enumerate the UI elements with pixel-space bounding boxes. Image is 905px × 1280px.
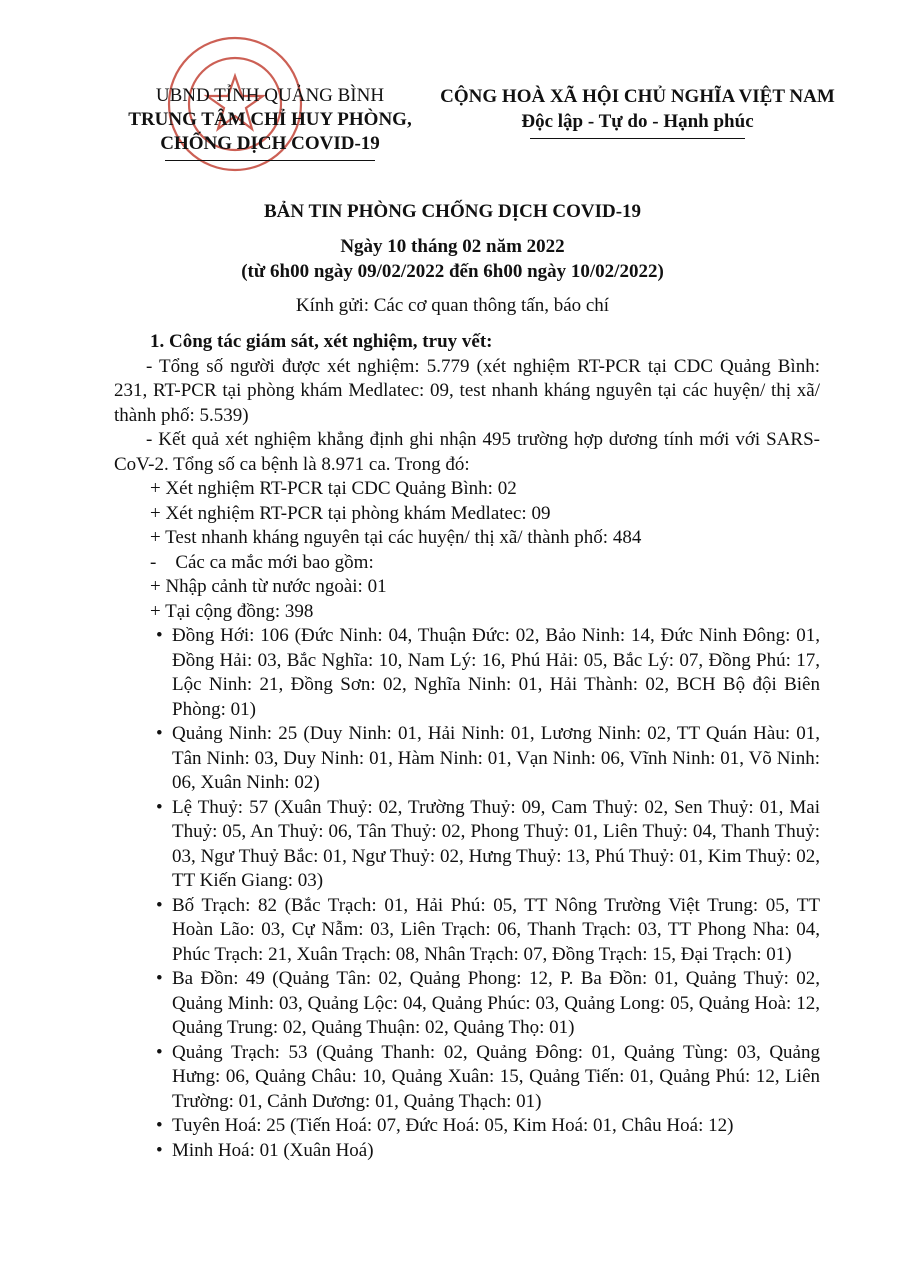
sub-line: + Xét nghiệm RT-PCR tại CDC Quảng Bình: 02 <box>150 478 517 499</box>
motto: Độc lập - Tự do - Hạnh phúc <box>521 111 754 132</box>
testing-summary: - Tổng số người được xét nghiệm: 5.779 (xét nghiệm RT-PCR tại CDC Quảng Bình: 231, RT-PCR tại phòng khám Medlatec: 09, test nhanh kháng nguyên tại các huyện/ thị xã/ thành phố: 5.539) <box>114 355 820 426</box>
sub-line: + Nhập cảnh từ nước ngoài: 01 <box>150 576 387 597</box>
bullet-icon: • <box>156 796 163 818</box>
district-bullet <box>114 722 820 796</box>
national-motto <box>410 84 865 139</box>
bullet-icon: • <box>156 723 163 744</box>
district-text: Quảng Trạch: 53 (Quảng Thanh: 02, Quảng Đông: 01, Quảng Tùng: 03, Quảng Hưng: 06, Quảng Châu: 10, Quảng Xuân: 15, Quảng Tiến: 01, Quảng Phú: 12, Liên Trường: 01, Cảnh Dương: 01, Quảng Thạch: 01) <box>172 1041 820 1112</box>
district-text: Đồng Hới: 106 (Đức Ninh: 04, Thuận Đức: 02, Bảo Ninh: 14, Đức Ninh Đông: 01, Đồng Hải: 03, Bắc Nghĩa: 10, Nam Lý: 16, Phú Hải: 05, Bắc Lý: 07, Đồng Phú: 17, Lộc Ninh: 21, Đồng Sơn: 02, Nghĩa Ninh: 01, Hải Thành: 02, BCH Bộ đội Biên Phòng: 01) <box>172 625 820 720</box>
bullet-icon: • <box>156 1041 163 1063</box>
district-text: Lệ Thuỷ: 57 (Xuân Thuỷ: 02, Trường Thuỷ: 09, Cam Thuỷ: 02, Sen Thuỷ: 01, Mai Thuỷ: 05, An Thuỷ: 06, Tân Thuỷ: 02, Phong Thuỷ: 01, Liên Thuỷ: 04, Thanh Thuỷ: 03, Ngư Thuỷ Bắc: 01, Ngư Thuỷ: 02, Hưng Thuỷ: 13, Phú Thuỷ: 01, Kim Thuỷ: 02, TT Kiến Giang: 03) <box>172 796 820 891</box>
district-bullet <box>114 796 820 894</box>
document-body <box>114 330 820 1163</box>
district-text: Quảng Ninh: 25 (Duy Ninh: 01, Hải Ninh: 01, Lương Ninh: 02, TT Quán Hàu: 01, Tân Ninh: 03, Duy Ninh: 01, Hàm Ninh: 01, Vạn Ninh: 06, Vĩnh Ninh: 01, Võ Ninh: 06, Xuân Ninh: 02) <box>172 723 820 793</box>
district-bullet <box>114 1114 820 1139</box>
positive-results: - Kết quả xét nghiệm khẳng định ghi nhận 495 trường hợp dương tính mới với SARS-CoV-2. Tổng số ca bệnh là 8.971 ca. Trong đó: <box>114 429 820 475</box>
district-text: Bố Trạch: 82 (Bắc Trạch: 01, Hải Phú: 05, TT Nông Trường Việt Trung: 05, TT Hoàn Lão: 03, Cự Nẫm: 03, Liên Trạch: 06, Thanh Trạch: 03, TT Phong Nha: 04, Phúc Trạch: 21, Xuân Trạch: 08, Nhân Trạch: 07, Đồng Trạch: 15, Đại Trạch: 01) <box>172 894 820 965</box>
district-text: Ba Đồn: 49 (Quảng Tân: 02, Quảng Phong: 12, P. Ba Đồn: 01, Quảng Thuỷ: 02, Quảng Minh: 03, Quảng Lộc: 04, Quảng Phúc: 03, Quảng Long: 05, Quảng Hoà: 12, Quảng Trung: 02, Quảng Thuận: 02, Quảng Thọ: 01) <box>172 968 820 1038</box>
agency-name-line1: TRUNG TÂM CHỈ HUY PHÒNG, <box>128 109 412 130</box>
sub-line: - Các ca mắc mới bao gồm: <box>150 551 374 573</box>
bullet-icon: • <box>156 1115 163 1136</box>
document-period: (từ 6h00 ngày 09/02/2022 đến 6h00 ngày 10/02/2022) <box>241 261 664 282</box>
document-title: BẢN TIN PHÒNG CHỐNG DỊCH COVID-19 <box>263 201 642 222</box>
bullet-icon: • <box>156 1139 163 1161</box>
district-bullet <box>114 1139 820 1164</box>
bullet-icon: • <box>156 625 163 646</box>
district-bullet <box>114 1041 820 1115</box>
agency-underline <box>165 160 375 161</box>
sub-line: + Tại cộng đồng: 398 <box>150 600 314 622</box>
district-text: Tuyên Hoá: 25 (Tiến Hoá: 07, Đức Hoá: 05, Kim Hoá: 01, Châu Hoá: 12) <box>172 1115 734 1136</box>
section-heading: 1. Công tác giám sát, xét nghiệm, truy vết: <box>150 331 493 352</box>
sub-line: + Test nhanh kháng nguyên tại các huyện/ thị xã/ thành phố: 484 <box>150 527 642 548</box>
bullet-icon: • <box>156 894 163 916</box>
sub-line: + Xét nghiệm RT-PCR tại phòng khám Medlatec: 09 <box>150 502 551 524</box>
issuing-agency <box>110 84 430 161</box>
district-bullet <box>114 894 820 968</box>
document-date: Ngày 10 tháng 02 năm 2022 <box>340 236 565 257</box>
country-name: CỘNG HOÀ XÃ HỘI CHỦ NGHĨA VIỆT NAM <box>440 86 835 107</box>
district-bullet <box>114 967 820 1041</box>
district-text: Minh Hoá: 01 (Xuân Hoá) <box>172 1139 374 1161</box>
agency-name-line2: CHỐNG DỊCH COVID-19 <box>160 133 380 154</box>
recipient-line: Kính gửi: Các cơ quan thông tấn, báo chí <box>295 295 610 316</box>
agency-parent: UBND TỈNH QUẢNG BÌNH <box>155 85 385 106</box>
district-bullet <box>114 624 820 722</box>
motto-underline <box>530 138 745 139</box>
bullet-icon: • <box>156 968 163 989</box>
